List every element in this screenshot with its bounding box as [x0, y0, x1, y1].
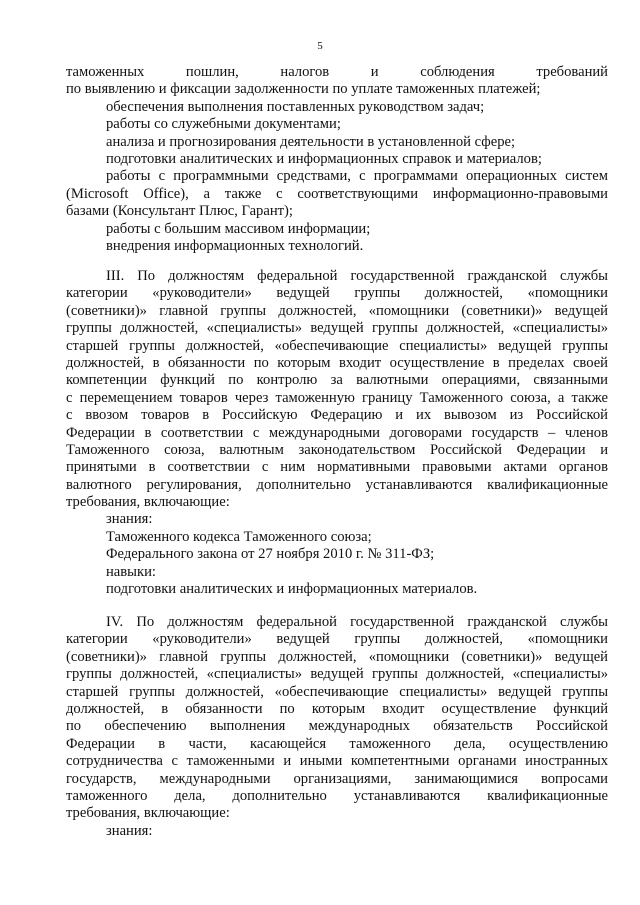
text-line: навыки:	[106, 563, 156, 580]
text-line: внедрения информационных технологий.	[106, 237, 364, 254]
text-line: должностей, в обязанности по которым входит осуществление в пределах своей	[66, 354, 608, 371]
text-line: Федерации в соответствии с международными договорами государств – членов	[66, 424, 608, 441]
text-line: III. По должностям федеральной государственной гражданской службы	[106, 268, 608, 284]
section-iii-paragraph	[66, 268, 608, 598]
text-line: IV. По должностям федеральной государственной гражданской службы	[106, 614, 608, 630]
text-line: группы должностей, «специалисты» ведущей группы должностей, «специалисты»	[66, 320, 608, 337]
text-line: базами (Консультант Плюс, Гарант);	[66, 203, 293, 220]
text-line: принятыми в соответствии с ним нормативными правовыми актами органов	[66, 459, 608, 476]
text-line: (Microsoft Office), а также с соответствующими информационно-правовыми	[66, 185, 608, 202]
text-line: работы со служебными документами;	[106, 116, 341, 133]
section-a-skills-list	[66, 64, 608, 255]
text-line: по выявлению и фиксации задолженности по уплате таможенных платежей;	[66, 81, 541, 98]
text-line: с ввозом товаров в Российскую Федерацию и их вывозом из Российской	[66, 407, 608, 424]
text-line: работы с большим массивом информации;	[106, 220, 371, 237]
page-number: 5	[317, 40, 323, 52]
text-line: требования, включающие:	[66, 805, 230, 822]
text-line: валютного регулирования, дополнительно устанавливаются квалификационные	[66, 476, 608, 493]
text-line: сотрудничества с таможенными и иными компетентными органами иностранных	[66, 753, 608, 770]
text-line: таможенного дела, дополнительно устанавливаются квалификационные	[66, 787, 608, 804]
text-line: Таможенного кодекса Таможенного союза;	[106, 528, 372, 545]
text-line: подготовки аналитических и информационных справок и материалов;	[106, 150, 542, 167]
text-line: обеспечения выполнения поставленных руководством задач;	[106, 98, 485, 115]
text-line: категории «руководители» ведущей группы должностей, «помощники	[66, 631, 608, 648]
text-line: компетенции функций по контролю за валютными операциями, связанными	[66, 372, 608, 389]
text-line: должностей, в обязанности по которым входит осуществление функций	[66, 700, 608, 717]
text-line: Таможенного союза, валютным законодательством Российской Федерации и	[66, 441, 608, 458]
text-line: требования, включающие:	[66, 494, 230, 511]
text-line: по обеспечению выполнения международных обязательств Российской	[66, 718, 608, 735]
text-line: (советники)» главной группы должностей, «помощники (советники)» ведущей	[66, 302, 608, 319]
text-line: Федерального закона от 27 ноября 2010 г. № 311-ФЗ;	[106, 546, 435, 563]
text-line: работы с программными средствами, с программами операционных систем	[106, 168, 608, 185]
text-line: категории «руководители» ведущей группы должностей, «помощники	[66, 285, 608, 302]
text-line: старшей группы должностей, «обеспечивающие специалисты» ведущей группы	[66, 683, 608, 700]
text-line: государств, международными организациями, занимающимися вопросами	[66, 770, 608, 787]
text-line: группы должностей, «специалисты» ведущей группы должностей, «специалисты»	[66, 666, 608, 683]
text-line: подготовки аналитических и информационных материалов.	[106, 581, 478, 598]
text-line: таможенных пошлин, налогов и соблюдения требований	[66, 64, 608, 80]
text-line: с перемещением товаров через таможенную границу Таможенного союза, а также	[66, 389, 608, 406]
text-line: старшей группы должностей, «обеспечивающие специалисты» ведущей группы	[66, 337, 608, 354]
text-line: (советники)» главной группы должностей, «помощники (советники)» ведущей	[66, 648, 608, 665]
text-line: Федерации в части, касающейся таможенного дела, осуществлению	[66, 735, 608, 752]
text-line: знания:	[106, 822, 153, 839]
section-iv-paragraph	[66, 614, 608, 840]
text-line: анализа и прогнозирования деятельности в установленной сфере;	[106, 133, 516, 150]
text-line: знания:	[106, 511, 153, 528]
